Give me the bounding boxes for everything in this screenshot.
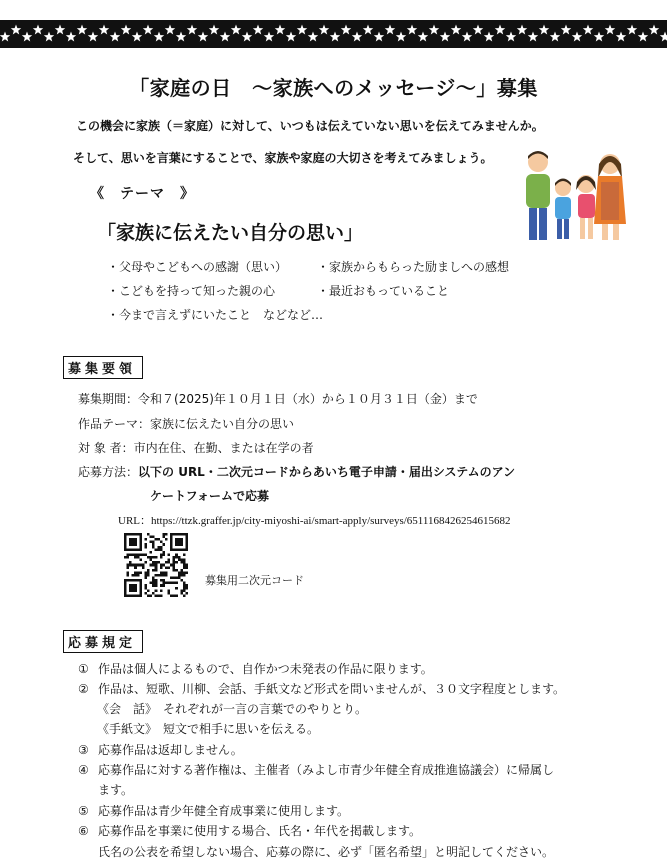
row-label: 応募方法：: [78, 465, 139, 479]
rule-item: [78, 802, 349, 819]
rule-cont: ます。: [98, 783, 134, 797]
rule-text: 応募作品に対する著作権は、主催者（みよし市青少年健全育成推進協議会）に帰属し: [98, 763, 555, 777]
theme-example: ・こどもを持って知った親の心: [107, 284, 276, 298]
rule-number: ③: [78, 743, 89, 757]
rule-item: [78, 660, 433, 677]
intro-line-2: そして、思いを言葉にすることで、家族や家庭の大切さを考えてみましょう。: [73, 151, 493, 165]
page-title: 「家庭の日 ～家族へのメッセージ～」募集: [129, 76, 538, 100]
method-row: [78, 463, 515, 480]
theme-example: ・今まで言えずにいたこと などなど…: [107, 308, 324, 322]
theme-heading: 《 テーマ 》: [90, 186, 195, 202]
rule-text: 応募作品は返却しません。: [98, 743, 243, 757]
rule-item: [78, 822, 421, 839]
theme-title: 「家族に伝えたい自分の思い」: [97, 222, 364, 244]
rule-text: 作品は、短歌、川柳、会話、手紙文など形式を問いませんが、３０文字程度とします。: [98, 682, 566, 696]
family-illustration: [518, 148, 630, 244]
row-value: 以下の URL・二次元コードからあいち電子申請・届出システムのアン: [138, 465, 516, 479]
theme-row: [78, 415, 294, 432]
outline-heading: 募集要領: [63, 356, 143, 379]
rule-text: 応募作品を事業に使用する場合、氏名・年代を掲載します。: [98, 824, 422, 838]
intro-line-1: この機会に家族（＝家庭）に対して、いつもは伝えていない思いを伝えてみませんか。: [76, 119, 544, 133]
eligibility-row: [78, 439, 314, 456]
theme-example: ・最近おもっていること: [317, 284, 450, 298]
stars-border: [0, 20, 667, 48]
rule-item: [78, 761, 554, 778]
method-row-cont: ケートフォームで応募: [150, 489, 270, 503]
row-value: 家族に伝えたい自分の思い: [150, 417, 295, 431]
rule-text: 応募作品は青少年健全育成事業に使用します。: [98, 804, 350, 818]
theme-example: ・家族からもらった励ましへの感想: [317, 260, 510, 274]
rule-text: 作品は個人によるもので、自作かつ未発表の作品に限ります。: [98, 662, 433, 676]
row-value: 令和７(2025)年１０月１日（水）から１０月３１日（金）まで: [138, 392, 478, 406]
rule-item: [78, 741, 243, 758]
rule-item: [78, 680, 565, 697]
rule-sub-tegami: 《手紙文》 短文で相手に思いを伝える。: [97, 722, 320, 736]
rule-cont: 氏名の公表を希望しない場合、応募の際に、必ず「匿名希望」と明記してください。: [98, 845, 555, 859]
rules-heading: 応募規定: [63, 630, 143, 653]
rule-sub-kaiwa: 《会 話》 それぞれが一言の言葉でのやりとり。: [97, 702, 368, 716]
rule-number: ⑥: [78, 824, 89, 838]
qr-caption: 募集用二次元コード: [205, 574, 304, 587]
rule-number: ④: [78, 763, 89, 777]
theme-example: ・父母やこどもへの感謝（思い）: [107, 260, 288, 274]
rule-number: ⑤: [78, 804, 89, 818]
application-url[interactable]: URL：https://ttzk.graffer.jp/city-miyoshi-ai/smart-apply/surveys/6511168426254615682: [118, 515, 511, 527]
period-row: [78, 390, 478, 407]
row-value: 市内在住、在勤、または在学の者: [133, 441, 314, 455]
qr-code[interactable]: [124, 533, 188, 597]
rule-number: ①: [78, 662, 89, 676]
row-label: 対 象 者：: [78, 441, 134, 455]
row-label: 作品テーマ：: [78, 417, 151, 431]
row-label: 募集期間：: [78, 392, 139, 406]
rule-number: ②: [78, 682, 89, 696]
